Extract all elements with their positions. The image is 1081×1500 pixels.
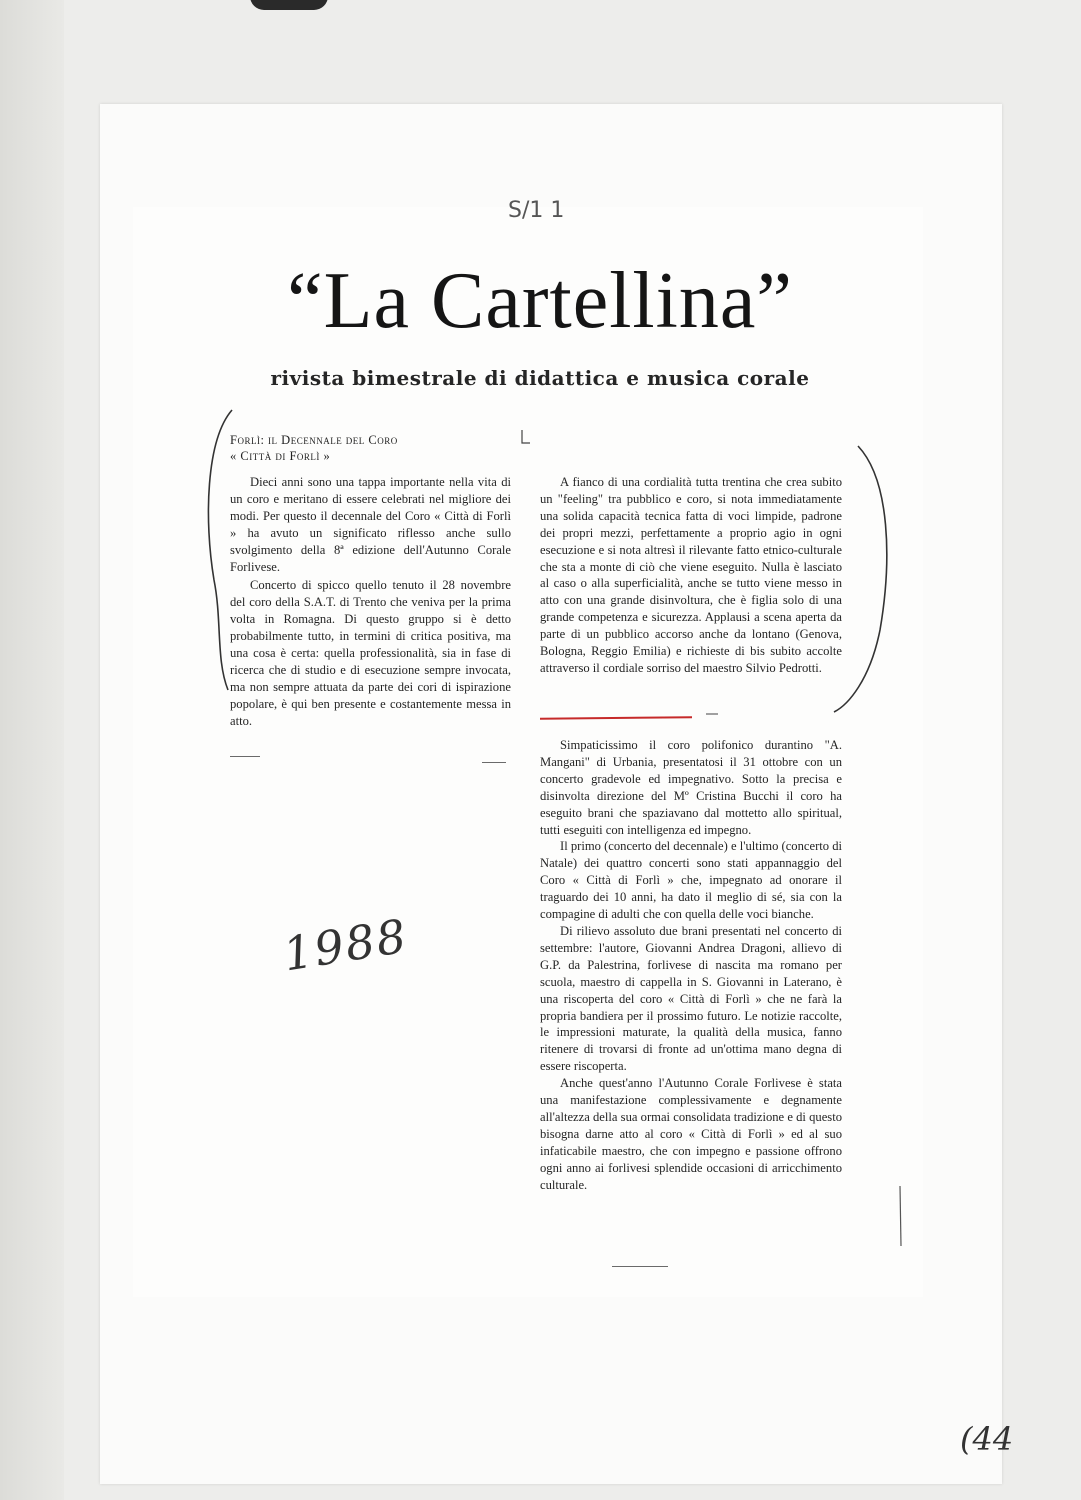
handwritten-top-mark: S/1 1 [508, 198, 565, 223]
handwritten-year: 1988 [279, 908, 412, 982]
paragraph: Simpaticissimo il coro polifonico durantino "A. Mangani" di Urbania, presentatosi il 31 ottobre con un concerto gradevole ed impegnativo. Sotto la precisa e disinvolta direzione del Mº Cristina Bucchi il coro ha eseguito brani che spaziavano dal mottetto allo spiritual, tutti eseguiti con intelligenza ed impegno. [540, 738, 842, 837]
left-bracket-mark [208, 410, 232, 690]
masthead-subtitle: rivista bimestrale di didattica e musica corale [270, 366, 810, 390]
paragraph: Concerto di spicco quello tenuto il 28 novembre del coro della S.A.T. di Trento che veniva per la prima volta in Romagna. Di questo gruppo si è detto probabilmente tutto, in termini di critica positiva, ma una cosa è certa: quella professionalità, sia in fase di ricerca che di studio e di esecuzione sempre invocata, ma non sempre attuata da parte dei cori di ispirazione popolare, è qui ben presente e costantemente messa in atto. [230, 578, 511, 728]
paragraph: A fianco di una cordialità tutta trentina che crea subito un "feeling" tra pubblico e coro, si nota immediatamente una solida capacità tecnica fatta di voci limpide, padrone dei propri mezzi, perfettamente a proprio agio in ogni esecuzione e si nota altresì il rilevante fatto etnico-culturale che sta a monte di ciò che viene eseguito. Nulla è lasciato al caso o alla superficialità, anche se tutto viene messo in atto con una grande disinvoltura, che è figlia solo di una grande competenza e sicurezza. Applausi a scena aperta da parte di un pubblico accorso anche da lontano (Genova, Bologna, Reggio Emilia) e richieste di bis subito accolte attraverso il cordiale sorriso del maestro Silvio Pedrotti. [540, 475, 842, 675]
article-title-line-2: « Città di Forlì » [230, 449, 331, 463]
right-bracket-mark [834, 446, 887, 712]
handwritten-page-number: (44 [960, 1420, 1014, 1458]
masthead-title: “La Cartellina” [287, 257, 793, 345]
article-title-line-1: Forlì: il Decennale del Coro [230, 433, 398, 447]
paragraph: Di rilievo assoluto due brani presentati nel concerto di settembre: l'autore, Giovanni Andrea Dragoni, allievo di G.P. da Palestrina, forlivese di nascita ma romano per scuola, maestro di cappella in S. Giovanni in Laterano, è una riscoperta del coro « Città di Forlì » che ne farà la propria bandiera per il prossimo futuro. Le notizie raccolte, le impressioni maturate, la qualità della musica, fanno ritenere di trovarsi di fronte ad un'ottima mano degna di essere riscoperta. [540, 923, 842, 1074]
paragraph: Anche quest'anno l'Autunno Corale Forlivese è stata una manifestazione complessivamente e degnamente all'altezza della sua ormai consolidata tradizione e di questo bisogna darne atto al coro « Città di Forlì » ed al suo infaticabile maestro, che con impegno e passione offrono ogni anno ai forlivesi splendide occasioni di arricchimento culturale. [540, 1076, 842, 1192]
paragraph: Il primo (concerto del decennale) e l'ultimo (concerto di Natale) dei quattro concerti sono stati appannaggio del Coro « Città di Forlì » che, impegnato ad onorare il traguardo dei 10 anni, ha dato il meglio di sé, sia con la compagine di adulti che con quella delle voci bianche. [540, 839, 843, 922]
cursor-tick [522, 430, 530, 443]
right-margin-rule [900, 1186, 901, 1246]
paragraph: Dieci anni sono una tappa importante nella vita di un coro e meritano di essere celebrati nel migliore dei modi. Per questo il decennale del Coro « Città di Forlì » ha avuto un significato riflesso anche sullo svolgimento della 8ª edizione dell'Autunno Corale Forlivese. [230, 475, 511, 574]
